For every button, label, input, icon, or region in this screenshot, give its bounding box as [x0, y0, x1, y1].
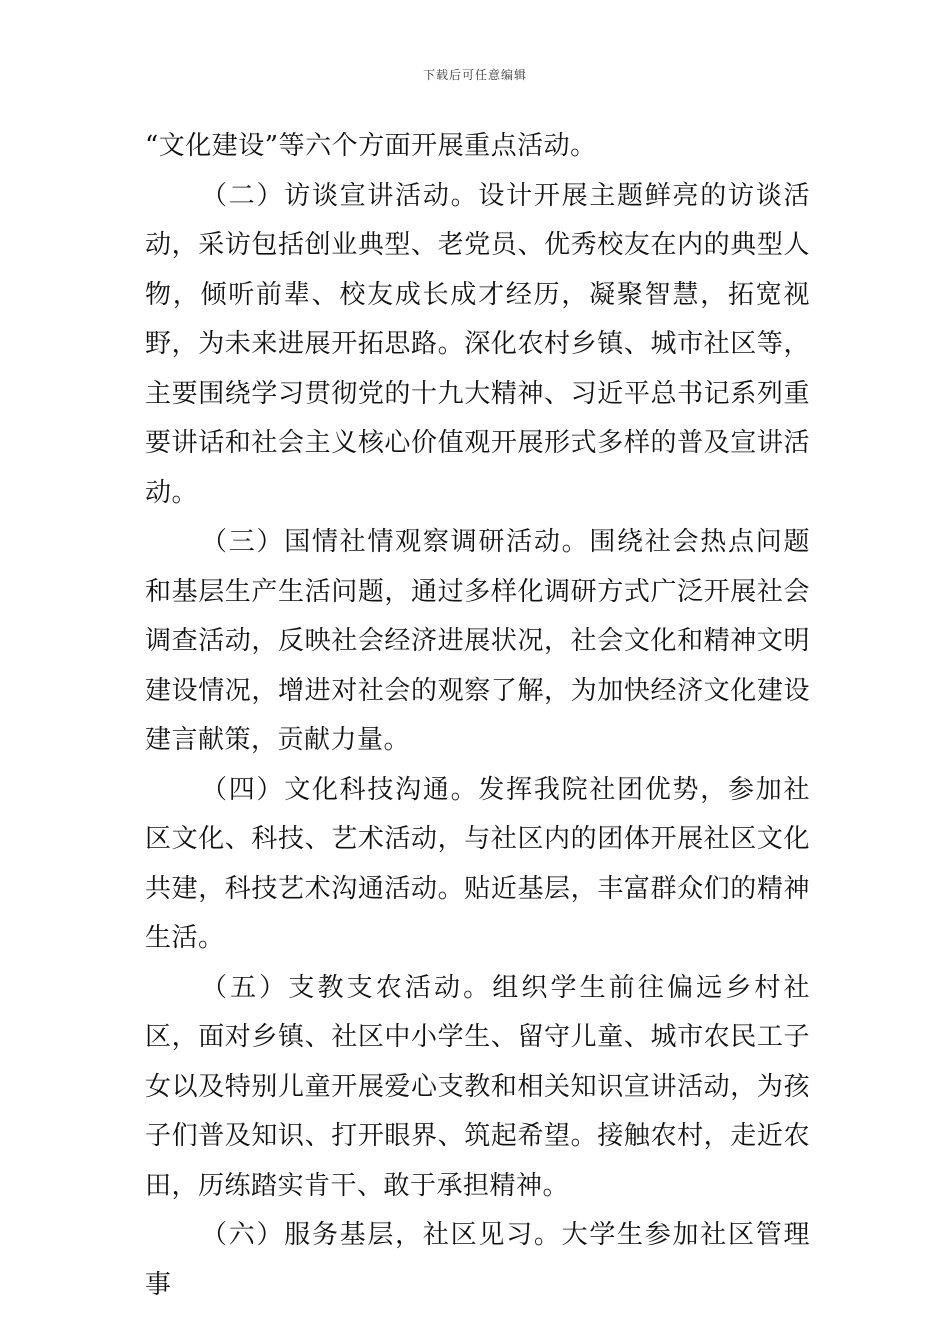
paragraph-interview-activity: （二）访谈宣讲活动。设计开展主题鲜亮的访谈活动，采访包括创业典型、老党员、优秀校友在内的典型人物，倾听前辈、校友成长成才经历，凝聚智慧，拓宽视野，为未来进展开拓思路。深化农村乡镇、城市社区等，主要围绕学习贯彻党的十九大精神、习近平总书记系列重要讲话和社会主义核心价值观开展形式多样的普及宣讲活动。 [145, 180, 810, 508]
paragraph-continuation: “文化建设”等六个方面开展重点活动。 [145, 131, 597, 161]
document-body [145, 122, 810, 1310]
paragraph-survey-activity: （三）国情社情观察调研活动。围绕社会热点问题和基层生产生活问题，通过多样化调研方式广泛开展社会调查活动，反映社会经济进展状况，社会文化和精神文明建设情况，增进对社会的观察了解，为加快经济文化建设建言献策，贡献力量。 [145, 527, 810, 755]
paragraph-culture-tech-exchange: （四）文化科技沟通。发挥我院社团优势，参加社区文化、科技、艺术活动，与社区内的团体开展社区文化共建，科技艺术沟通活动。贴近基层，丰富群众们的精神生活。 [145, 774, 810, 953]
page-header: 下载后可任意编辑 [422, 68, 527, 82]
paragraph-community-service: （六）服务基层，社区见习。大学生参加社区管理事 [145, 1220, 810, 1300]
paragraph-teaching-support: （五）支教支农活动。组织学生前往偏远乡村社区，面对乡镇、社区中小学生、留守儿童、城市农民工子女以及特别儿童开展爱心支教和相关知识宣讲活动，为孩子们普及知识、打开眼界、筑起希望。接触农村，走近农田，历练踏实肯干、敢于承担精神。 [145, 972, 810, 1201]
